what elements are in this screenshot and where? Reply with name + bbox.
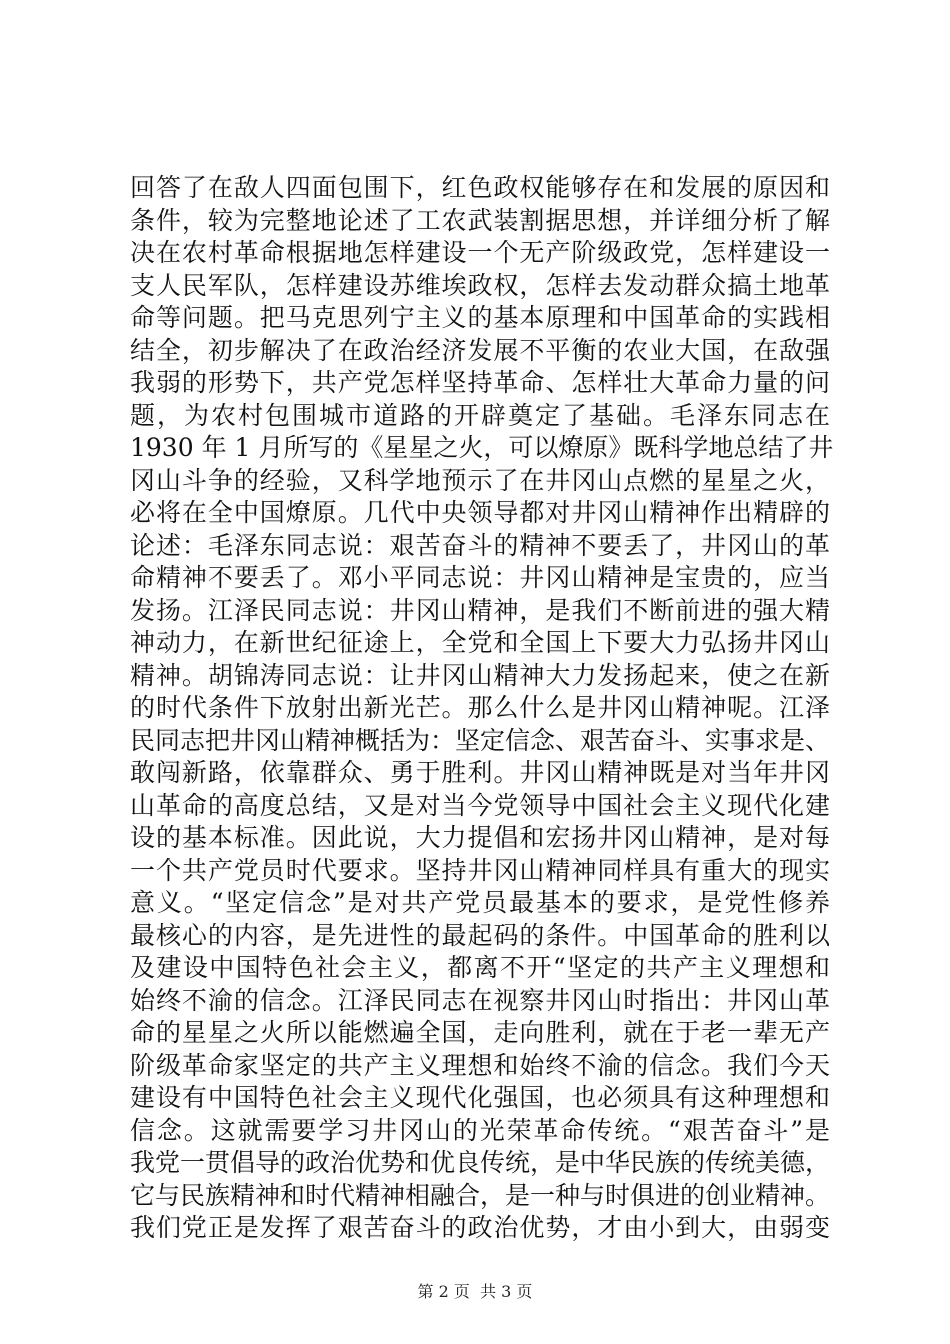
text-line: 我们党正是发挥了艰苦奋斗的政治优势，才由小到大，由弱变	[130, 1213, 830, 1242]
text-line: 信念。这就需要学习井冈山的光荣革命传统。“艰苦奋斗”是	[130, 1115, 830, 1145]
page-footer: 第 2 页 共 3 页	[417, 1282, 533, 1301]
text-line: 命的星星之火所以能燃遍全国，走向胜利，就在于老一辈无产	[130, 1018, 830, 1047]
text-line: 我弱的形势下，共产党怎样坚持革命、怎样壮大革命力量的问	[130, 368, 830, 397]
text-line: 一个共产党员时代要求。坚持井冈山精神同样具有重大的现实	[130, 855, 830, 885]
text-line: 论述：毛泽东同志说：艰苦奋斗的精神不要丢了，井冈山的革	[130, 530, 830, 560]
text-line: 条件，较为完整地论述了工农武装割据思想，并详细分析了解	[130, 205, 830, 235]
text-line: 意义。“坚定信念”是对共产党员最基本的要求，是党性修养	[130, 888, 830, 917]
text-line: 的时代条件下放射出新光芒。那么什么是井冈山精神呢。江泽	[130, 693, 830, 722]
text-line: 民同志把井冈山精神概括为：坚定信念、艰苦奋斗、实事求是、	[130, 725, 831, 755]
text-line: 设的基本标准。因此说，大力提倡和宏扬井冈山精神，是对每	[130, 823, 830, 852]
text-line: 神动力，在新世纪征途上，全党和全国上下要大力弘扬井冈山	[130, 628, 830, 657]
text-line: 发扬。江泽民同志说：井冈山精神，是我们不断前进的强大精	[130, 595, 830, 625]
text-line: 支人民军队，怎样建设苏维埃政权，怎样去发动群众搞土地革	[130, 270, 830, 300]
text-line: 命精神不要丢了。邓小平同志说：井冈山精神是宝贵的，应当	[130, 563, 830, 592]
text-line: 及建设中国特色社会主义，都离不开“坚定的共产主义理想和	[130, 953, 830, 982]
text-line: 1930 年 1 月所写的《星星之火，可以燎原》既科学地总结了井	[130, 433, 834, 462]
text-line: 它与民族精神和时代精神相融合，是一种与时俱进的创业精神。	[130, 1180, 831, 1210]
text-line: 精神。胡锦涛同志说：让井冈山精神大力发扬起来，使之在新	[130, 660, 830, 690]
text-line: 回答了在敌人四面包围下，红色政权能够存在和发展的原因和	[130, 173, 830, 202]
text-line: 决在农村革命根据地怎样建设一个无产阶级政党，怎样建设一	[130, 238, 830, 267]
text-line: 山革命的高度总结，又是对当今党领导中国社会主义现代化建	[130, 790, 830, 820]
text-line: 命等问题。把马克思列宁主义的基本原理和中国革命的实践相	[130, 303, 830, 332]
text-line: 始终不渝的信念。江泽民同志在视察井冈山时指出：井冈山革	[130, 985, 830, 1015]
text-line: 结全，初步解决了在政治经济发展不平衡的农业大国，在敌强	[130, 335, 830, 365]
text-line: 阶级革命家坚定的共产主义理想和始终不渝的信念。我们今天	[130, 1050, 830, 1080]
text-line: 冈山斗争的经验，又科学地预示了在井冈山点燃的星星之火，	[130, 465, 830, 495]
text-line: 必将在全中国燎原。几代中央领导都对井冈山精神作出精辟的	[130, 498, 830, 527]
text-line: 敢闯新路，依靠群众、勇于胜利。井冈山精神既是对当年井冈	[130, 758, 830, 787]
text-line: 最核心的内容，是先进性的最起码的条件。中国革命的胜利以	[130, 920, 830, 950]
body-text	[130, 172, 834, 1245]
text-line: 建设有中国特色社会主义现代化强国，也必须具有这种理想和	[130, 1083, 830, 1112]
text-line: 我党一贯倡导的政治优势和优良传统，是中华民族的传统美德，	[130, 1148, 831, 1177]
text-line: 题，为农村包围城市道路的开辟奠定了基础。毛泽东同志在	[130, 400, 830, 430]
